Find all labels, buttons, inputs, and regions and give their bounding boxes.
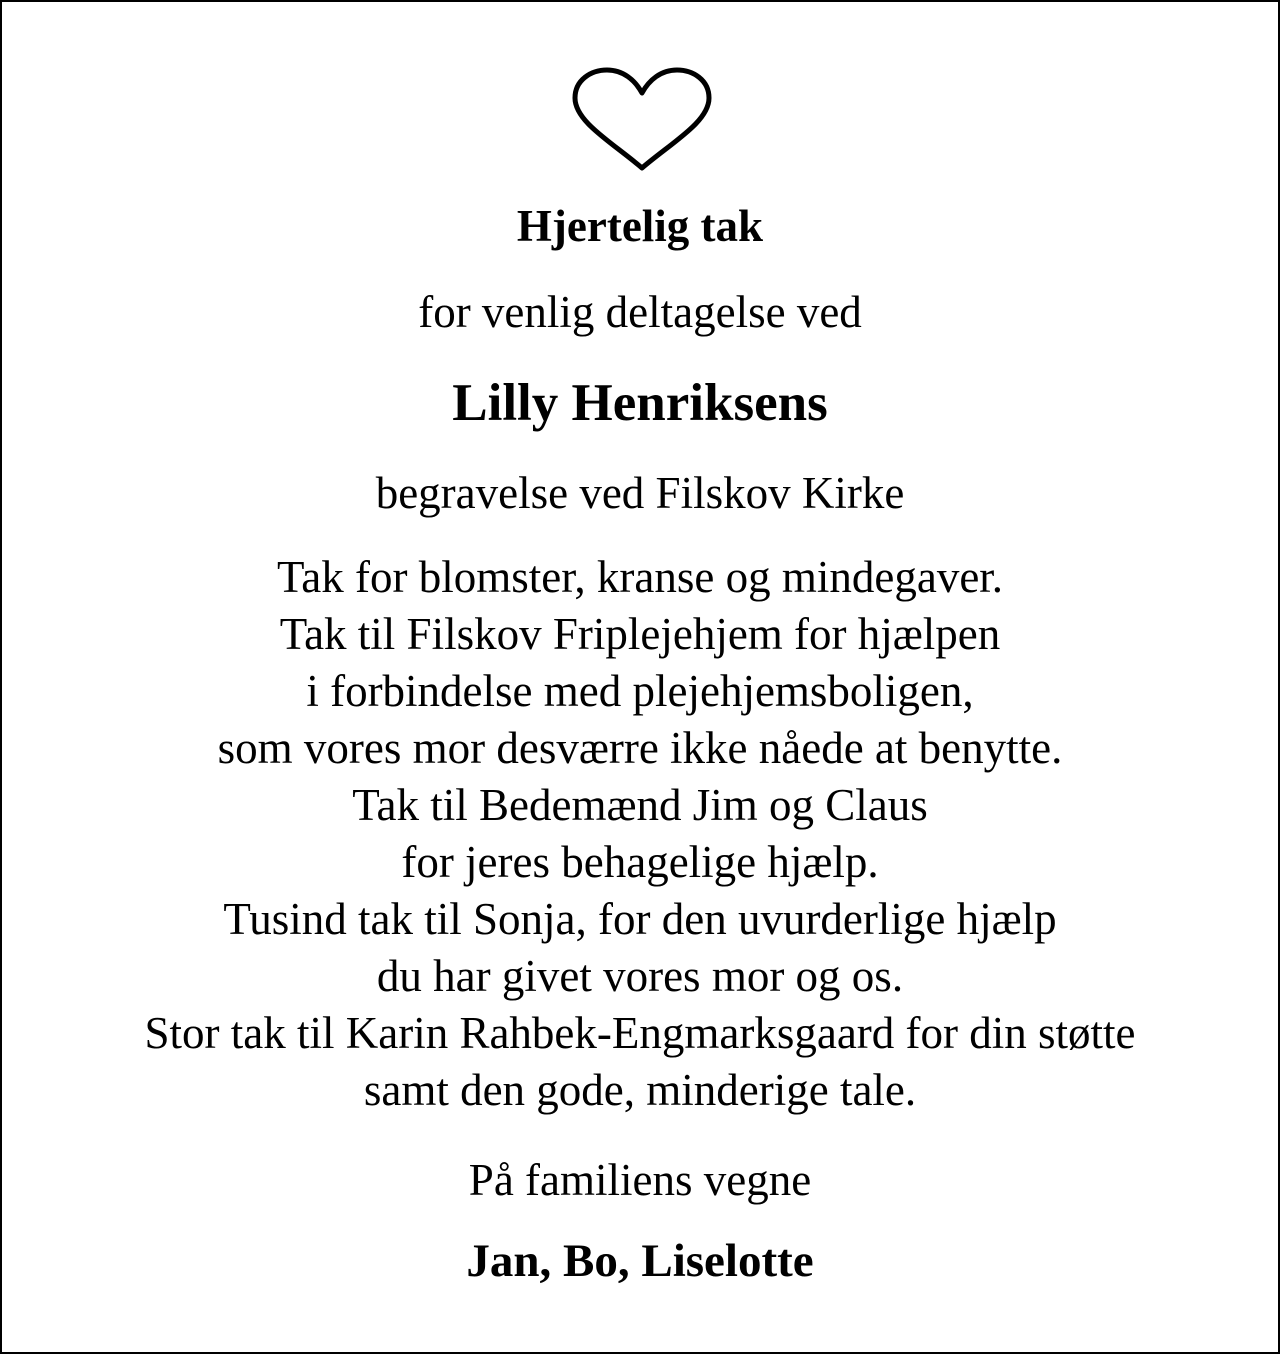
message-line: Tak til Filskov Friplejehjem for hjælpen — [279, 609, 1001, 659]
notice-intro: for venlig deltagelse ved — [418, 287, 862, 337]
message-line: som vores mor desværre ikke nåede at benytte. — [217, 723, 1063, 773]
heart-icon — [567, 64, 717, 174]
message-line: i forbindelse med plejehjemsboligen, — [306, 666, 974, 716]
thank-you-message — [2, 549, 1278, 1119]
closing-line: På familiens vegne — [468, 1155, 812, 1205]
message-line: Tak til Bedemænd Jim og Claus — [352, 780, 928, 830]
signers: Jan, Bo, Liselotte — [466, 1235, 814, 1287]
message-line: for jeres behagelige hjælp. — [401, 837, 879, 887]
message-line: Tusind tak til Sonja, for den uvurderlige hjælp — [223, 894, 1057, 944]
deceased-name: Lilly Henriksens — [452, 374, 828, 432]
message-line: samt den gode, minderige tale. — [363, 1065, 917, 1115]
funeral-event: begravelse ved Filskov Kirke — [375, 468, 905, 518]
message-line: du har givet vores mor og os. — [376, 951, 904, 1001]
notice-heading: Hjertelig tak — [516, 201, 764, 251]
message-line: Stor tak til Karin Rahbek-Engmarksgaard for din støtte — [144, 1008, 1136, 1058]
message-line: Tak for blomster, kranse og mindegaver. — [276, 552, 1004, 602]
